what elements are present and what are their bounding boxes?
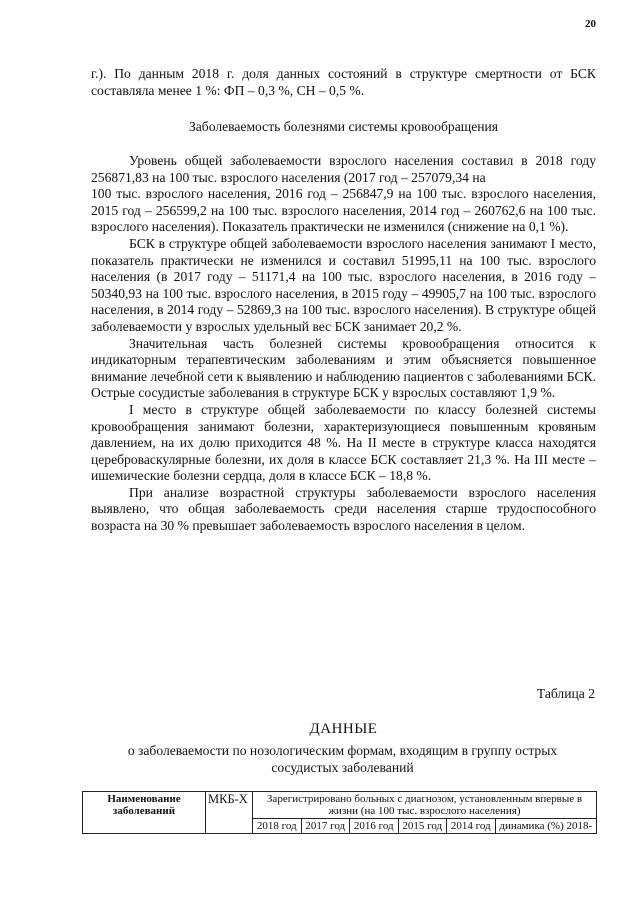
paragraph-1b: 100 тыс. взрослого населения, 2016 год – 256847,9 на 100 тыс. взрослого населения, 2015 год – 256599,2 на 100 тыс. взрослого населения, 2014 год – 260762,6 на 100 тыс. взрослого населения). Показатель практически не изменился (снижение на 0,1 %). (91, 186, 596, 235)
paragraph-2: БСК в структуре общей заболеваемости взрослого населения занимают I место, показатель практически не изменился и составил 51995,11 на 100 тыс. взрослого населения (в 2017 году – 51171,4 на 100 тыс. взрослого населения, в 2016 году – 50340,93 на 100 тыс. взрослого населения, в 2015 году – 49905,7 на 100 тыс. взрослого населения, в 2014 году – 52869,3 на 100 тыс. взрослого населения). В структуре общей заболеваемости у взрослых удельный вес БСК занимает 20,2 %. (91, 235, 596, 334)
header-icd-code: МКБ-Х (206, 792, 253, 834)
header-year: 2016 год (350, 819, 399, 834)
data-table (82, 791, 597, 834)
header-year: 2017 год (301, 819, 350, 834)
table-label: Таблица 2 (536, 686, 595, 701)
intro-text: г.). По данным 2018 г. доля данных состояний в структуре смертности от БСК составляла менее 1 %: ФП – 0,3 %, СН – 0,5 %. (91, 66, 596, 98)
header-year: 2018 год (253, 819, 302, 834)
header-year: 2015 год (398, 819, 447, 834)
body-paragraphs (91, 153, 596, 535)
paragraph-5: При анализе возрастной структуры заболеваемости взрослого населения выявлено, что общая заболеваемость среди населения старше трудоспособного возраста на 30 % превышает заболеваемость взрослого населения в целом. (91, 484, 596, 534)
paragraph-1a: Уровень общей заболеваемости взрослого населения составил в 2018 году 256871,83 на 100 тыс. взрослого населения (2017 год – 257079,34 на (91, 153, 596, 185)
section-heading: Заболеваемость болезнями системы кровообращения (188, 119, 499, 134)
page-number: 20 (585, 18, 596, 30)
header-year: 2014 год (447, 819, 496, 834)
header-dynamics: динамика (%) 2018- (495, 819, 597, 834)
table-title: ДАННЫЕ (309, 721, 378, 737)
table-header-row (83, 792, 597, 819)
paragraph-4: I место в структуре общей заболеваемости по классу болезней системы кровообращения занимают болезни, характеризующиеся повышенным кровяным давлением, на их долю приходится 48 %. На II месте в структуре класса находятся цереброваскулярные болезни, их доля в классе БСК составляет 21,3 %. На III месте – ишемические болезни сердца, доля в классе БСК – 18,8 %. (91, 401, 596, 484)
header-registered-group: Зарегистрировано больных с диагнозом, установленным впервые в жизни (на 100 тыс. взрослого населения) (253, 792, 597, 819)
intro-paragraph (91, 66, 596, 99)
header-disease-name: Наименование заболеваний (83, 792, 206, 834)
table-subtitle: о заболеваемости по нозологическим формам, входящим в группу острых сосудистых заболеваний (127, 743, 558, 775)
paragraph-3: Значительная часть болезней системы кровообращения относится к индикаторным терапевтическим заболеваниям и этим объясняется повышенное внимание лечебной сети к выявлению и наблюдению пациентов с заболеваниями БСК. Острые сосудистые заболевания в структуре БСК у взрослых составляют 1,9 %. (91, 335, 596, 401)
